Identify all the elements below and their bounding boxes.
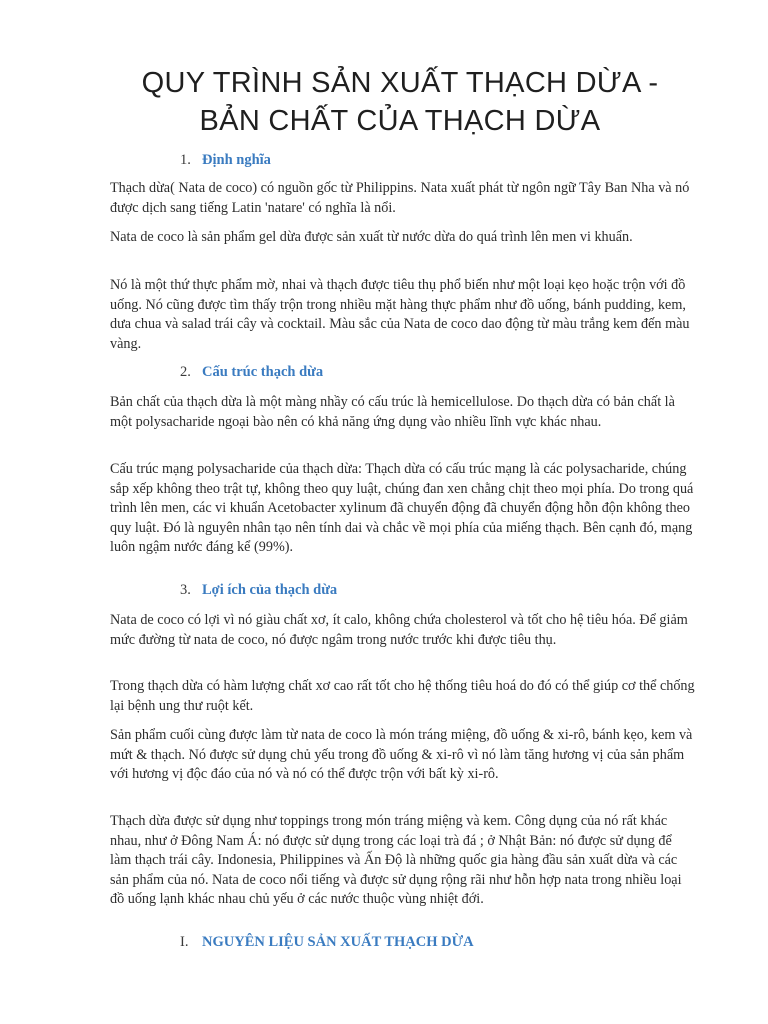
title-line-2: BẢN CHẤT CỦA THẠCH DỪA (199, 105, 601, 137)
section-number: 1. (180, 152, 191, 168)
section-heading-definition (180, 150, 271, 170)
paragraph: Nata de coco là sản phẩm gel dừa được sản xuất từ nước dừa do quá trình lên men vi khuẩn. (110, 229, 633, 245)
document-title (60, 64, 740, 140)
section-heading-text: Định nghĩa (202, 152, 271, 168)
paragraph: Thạch dừa( Nata de coco) có nguồn gốc từ Philippins. Nata xuất phát từ ngôn ngữ Tây Ban Nha và nó được dịch sang tiếng Latin 'natare' có nghĩa là nổi. (110, 180, 690, 216)
paragraph: Sản phẩm cuối cùng được làm từ nata de coco là món tráng miệng, đồ uống & xi-rô, bánh kẹo, kem và mứt & thạch. Nó được sử dụng chủ yếu trong đồ uống & xi-rô vì nó làm tăng hương vị của sản phẩm với hương vị độc đáo của nó và nó có thể được trộn với bất kỳ xi-rô. (110, 727, 693, 782)
paragraph: Nata de coco có lợi vì nó giàu chất xơ, ít calo, không chứa cholesterol và tốt cho hệ tiêu hóa. Để giảm mức đường từ nata de coco, nó được ngâm trong nước trước khi được tiêu thụ. (110, 612, 688, 648)
section-number: 3. (180, 582, 191, 598)
section-heading-text: Lợi ích của thạch dừa (202, 582, 338, 598)
section-heading-text: NGUYÊN LIỆU SẢN XUẤT THẠCH DỪA (202, 934, 474, 950)
title-line-1: QUY TRÌNH SẢN XUẤT THẠCH DỪA - (141, 67, 659, 99)
section-heading-text: Cấu trúc thạch dừa (202, 364, 324, 380)
section-number: I. (180, 934, 189, 950)
paragraph: Cấu trúc mạng polysacharide của thạch dừa: Thạch dừa có cấu trúc mạng là các polysacharide, chúng sắp xếp không theo trật tự, không theo quy luật, chúng đan xen chằng chịt theo mọi phía. Do trong quá trình lên men, các vi khuẩn Acetobacter xylinum đã chuyển động đã chuyển động hỗn độn không theo quy luật. Đó là nguyên nhân tạo nên tính dai và chắc về mọi phía của miếng thạch. Bên cạnh đó, mạng luôn ngậm nước đáng kể (99%). (110, 461, 694, 555)
paragraph: Nó là một thứ thực phẩm mờ, nhai và thạch được tiêu thụ phổ biến như một loại kẹo hoặc trộn với đồ uống. Nó cũng được tìm thấy trộn trong nhiều mặt hàng thực phẩm như đồ uống, bánh pudding, kem, dưa chua và salad trái cây và cocktail. Màu sắc của Nata de coco dao động từ màu trắng kem đến màu vàng. (110, 277, 690, 352)
section-heading-structure (180, 362, 323, 382)
section-heading-ingredients (180, 932, 474, 952)
paragraph: Thạch dừa được sử dụng như toppings trong món tráng miệng và kem. Công dụng của nó rất khác nhau, như ở Đông Nam Á: nó được sử dụng trong các loại trà đá ; ở Nhật Bản: nó được sử dụng để làm thạch trái cây. Indonesia, Philippines và Ấn Độ là những quốc gia hàng đầu sản xuất dừa và các sản phẩm của nó. Nata de coco nổi tiếng và được sử dụng rộng rãi như hỗn hợp nata trong nhiều loại đồ uống lạnh khác nhau chủ yếu ở các nước thuộc vùng nhiệt đới. (110, 813, 682, 907)
section-heading-benefits (180, 580, 337, 600)
paragraph: Bản chất của thạch dừa là một màng nhầy có cấu trúc là hemicellulose. Do thạch dừa có bản chất là một polysacharide ngoại bào nên có khả năng ứng dụng vào nhiều lĩnh vực khác nhau. (110, 394, 675, 430)
paragraph: Trong thạch dừa có hàm lượng chất xơ cao rất tốt cho hệ thống tiêu hoá do đó có thể giúp cơ thể chống lại bệnh ung thư ruột kết. (110, 678, 695, 714)
section-number: 2. (180, 364, 191, 380)
